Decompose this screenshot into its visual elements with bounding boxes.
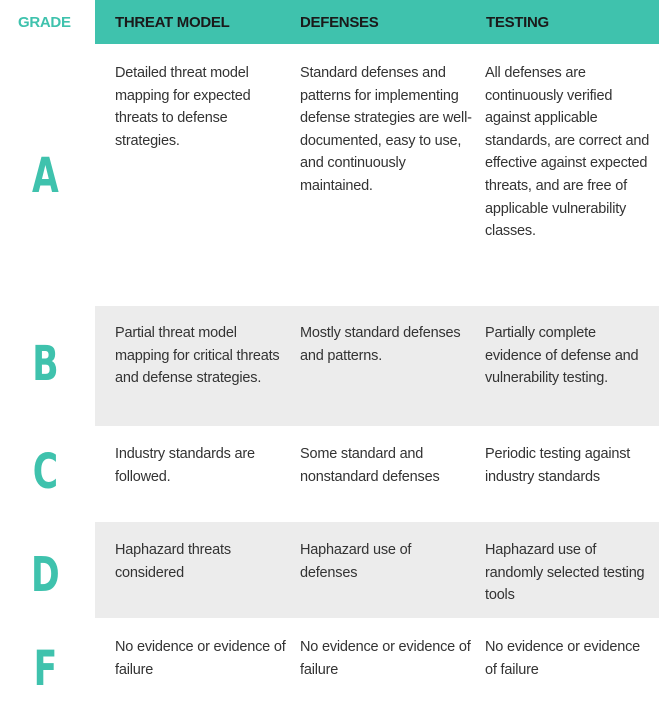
threat-model-cell: Partial threat model mapping for critical threats and defense strategies.: [115, 325, 280, 387]
threat-model-cell: Detailed threat model mapping for expected threats to defense strategies.: [115, 65, 251, 149]
defenses-cell: No evidence or evidence of failure: [300, 639, 471, 678]
defenses-cell: Mostly standard defenses and patterns.: [300, 325, 461, 364]
threat-model-cell: No evidence or evidence of failure: [115, 639, 286, 678]
table-row-c: [0, 426, 659, 522]
grade-letter: F: [33, 641, 58, 697]
testing-cell: No evidence or evidence of failure: [485, 639, 640, 678]
table-row-b: [0, 306, 659, 426]
grade-letter: A: [32, 148, 59, 204]
testing-cell: All defenses are continuously verified against applicable standards, are correct and effective against expected threats, and are free of applicable vulnerability classes.: [485, 65, 650, 240]
grade-column-header: GRADE: [18, 13, 71, 31]
testing-column-header: TESTING: [486, 13, 549, 31]
grade-letter: D: [31, 547, 60, 603]
defenses-cell: Standard defenses and patterns for implementing defense strategies are well-documented, easy to use, and continuously maintained.: [300, 65, 472, 194]
table-row-a: [0, 44, 659, 306]
defenses-cell: Some standard and nonstandard defenses: [300, 446, 440, 485]
table-row-f: [0, 618, 659, 715]
threat-model-cell: Industry standards are followed.: [115, 446, 255, 485]
threat-model-cell: Haphazard threats considered: [115, 542, 231, 581]
testing-cell: Haphazard use of randomly selected testing tools: [485, 542, 645, 604]
defenses-column-header: DEFENSES: [300, 13, 379, 31]
testing-cell: Periodic testing against industry standards: [485, 446, 631, 485]
threat-model-column-header: THREAT MODEL: [115, 13, 230, 31]
grade-letter: B: [32, 336, 59, 392]
grade-letter: C: [32, 444, 59, 500]
table-row-d: [0, 522, 659, 618]
testing-cell: Partially complete evidence of defense and vulnerability testing.: [485, 325, 639, 387]
defenses-cell: Haphazard use of defenses: [300, 542, 412, 581]
